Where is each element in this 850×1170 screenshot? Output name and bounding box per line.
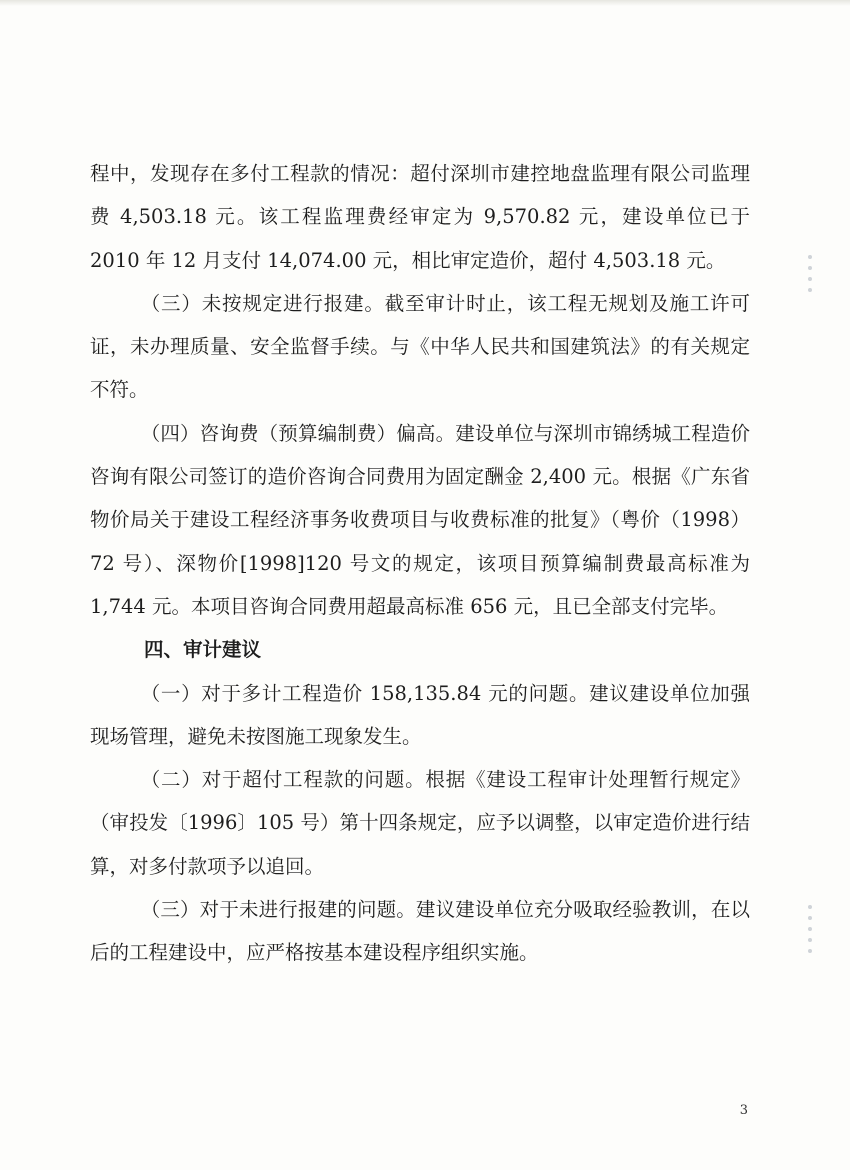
paragraph-overpayment: 程中，发现存在多付工程款的情况：超付深圳市建控地盘监理有限公司监理费 4,503.18 元。该工程监理费经审定为 9,570.82 元，建设单位已于 2010 年 12 月支付 14,074.00 元，相比审定造价，超付 4,503.18 元。 xyxy=(90,162,750,272)
paragraph-no-registration: （三）未按规定进行报建。截至审计时止，该工程无规划及施工许可证，未办理质量、安全监督手续。与《中华人民共和国建筑法》的有关规定不符。 xyxy=(90,291,750,402)
suggestion-item: （二）对于超付工程款的问题。根据《建设工程审计处理暂行规定》（审投发〔1996〕105 号）第十四条规定，应予以调整，以审定造价进行结算，对多付款项予以追回。 xyxy=(90,768,750,878)
staple-marks xyxy=(805,255,815,299)
document-body xyxy=(90,152,750,975)
section-heading: 四、审计建议 xyxy=(144,638,262,662)
suggestion-item: （三）对于未进行报建的问题。建议建设单位充分吸取经验教训，在以后的工程建设中，应严格按基本建设程序组织实施。 xyxy=(90,898,750,965)
page-number: 3 xyxy=(739,1103,748,1118)
page-edge xyxy=(0,0,850,6)
suggestion-item: （一）对于多计工程造价 158,135.84 元的问题。建议建设单位加强现场管理，避免未按图施工现象发生。 xyxy=(90,681,750,748)
paragraph-consulting-fee: （四）咨询费（预算编制费）偏高。建设单位与深圳市锦绣城工程造价咨询有限公司签订的造价咨询合同费用为固定酬金 2,400 元。根据《广东省物价局关于建设工程经济事务收费项目与收费标准的批复》（粤价（1998）72 号）、深物价[1998]120 号文的规定，该项目预算编制费最高标准为 1,744 元。本项目咨询合同费用超最高标准 656 元，且已全部支付完毕。 xyxy=(90,421,750,618)
staple-marks xyxy=(805,905,815,960)
